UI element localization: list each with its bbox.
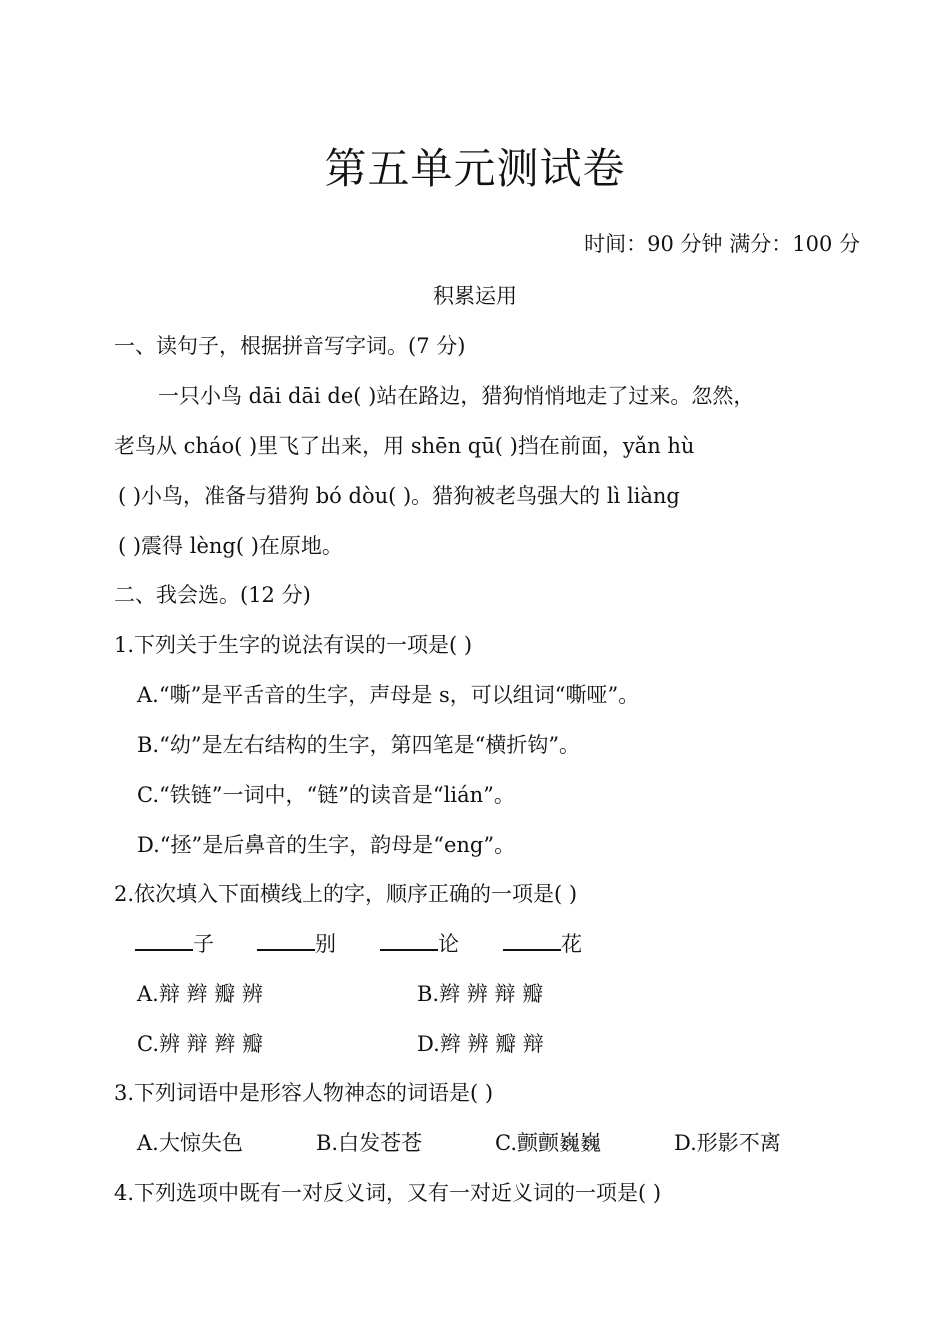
- fill-blank-1: 子: [135, 928, 214, 958]
- q2-item4-stem: 4.下列选项中既有一对反义词，又有一对近义词的一项是( ): [114, 1181, 662, 1205]
- q2-item3-option-d: D.形影不离: [674, 1131, 781, 1155]
- q2-item2-option-a: A.辩 辫 瓣 辨: [137, 982, 263, 1006]
- q1-heading: 一、读句子，根据拼音写字词。(7 分): [114, 334, 466, 358]
- q2-item3-option-c: C.颤颤巍巍: [495, 1131, 601, 1155]
- q1-line-1: 一只小鸟 dāi dāi de( )站在路边，猎狗悄悄地走了过来。忽然，: [158, 384, 755, 408]
- q1-line-3: ( )小鸟，准备与猎狗 bó dòu( )。猎狗被老鸟强大的 lì liàng: [118, 484, 680, 508]
- q2-item2-option-b: B.辫 辨 辩 瓣: [417, 982, 544, 1006]
- q2-item2-option-d: D.辫 辨 瓣 辩: [417, 1032, 544, 1056]
- q2-item1-option-a: A.“嘶”是平舌音的生字，声母是 s，可以组词“嘶哑”。: [137, 683, 640, 707]
- q2-item1-stem: 1.下列关于生字的说法有误的一项是( ): [114, 633, 473, 657]
- q2-heading: 二、我会选。(12 分): [114, 583, 311, 607]
- q2-item2-stem: 2.依次填入下面横线上的字，顺序正确的一项是( ): [114, 882, 578, 906]
- q2-item3-option-b: B.白发苍苍: [316, 1131, 423, 1155]
- fill-blank-4: 花: [503, 928, 582, 958]
- q1-line-4: ( )震得 lèng( )在原地。: [118, 534, 343, 558]
- fill-blank-3: 论: [380, 928, 459, 958]
- fill-blank-2: 别: [257, 928, 336, 958]
- time-and-score: 时间：90 分钟 满分：100 分: [584, 232, 860, 256]
- q2-item1-option-d: D.“拯”是后鼻音的生字，韵母是“eng”。: [137, 833, 516, 857]
- section-heading: 积累运用: [433, 284, 517, 308]
- q2-item1-option-c: C.“铁链”一词中，“链”的读音是“lián”。: [137, 783, 515, 807]
- q2-item3-stem: 3.下列词语中是形容人物神态的词语是( ): [114, 1081, 494, 1105]
- q1-line-2: 老鸟从 cháo( )里飞了出来，用 shēn qū( )挡在前面，yǎn hù: [114, 434, 695, 458]
- q2-item1-option-b: B.“幼”是左右结构的生字，第四笔是“横折钩”。: [137, 733, 581, 757]
- exam-title: 第五单元测试卷: [324, 144, 626, 193]
- q2-item2-option-c: C.辨 辩 辫 瓣: [137, 1032, 264, 1056]
- q2-item3-option-a: A.大惊失色: [137, 1131, 243, 1155]
